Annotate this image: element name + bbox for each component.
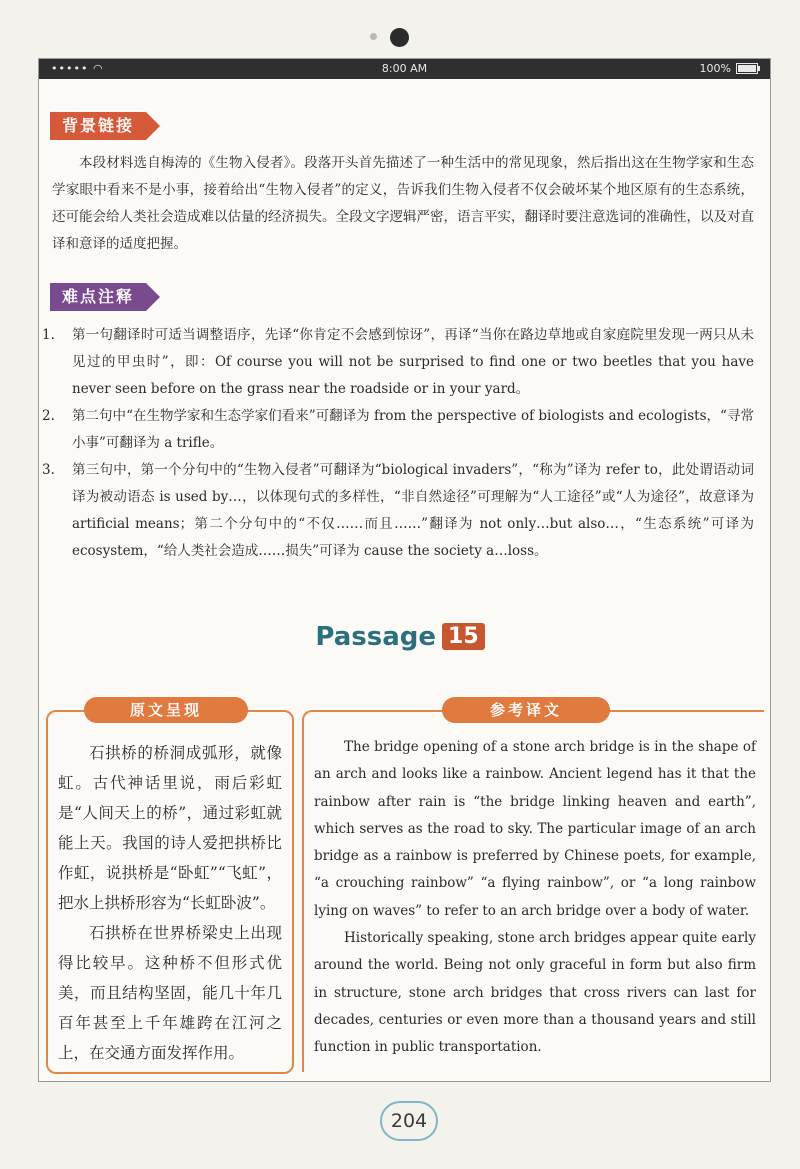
battery-level: 100% [699,62,731,75]
original-text [58,738,282,1068]
note-item [42,457,754,565]
signal-indicator: ••••• ◠ [51,62,104,75]
original-paragraph: 石拱桥的桥洞成弧形，就像虹。古代神话里说，雨后彩虹是“人间天上的桥”，通过彩虹就能上天。我国的诗人爱把拱桥比作虹，说拱桥是“卧虹”“飞虹”，把水上拱桥形容为“长虹卧波”。 [58,744,282,912]
background-text: 本段材料选自梅涛的《生物入侵者》。段落开头首先描述了一种生活中的常见现象，然后指出这在生物学家和生态学家眼中看来不是小事，接着给出“生物入侵者”的定义，告诉我们生物入侵者不仅会破坏某个地区原有的生态系统，还可能会给人类社会造成难以估量的经济损失。全段文字逻辑严密，语言平实，翻译时要注意选词的准确性，以及对直译和意译的适度把握。 [52,155,754,252]
passage-number: 15 [442,623,485,650]
original-text-title: 原文呈现 [84,697,248,723]
note-text: 第三句中，第一个分句中的“生物入侵者”可翻译为“biological invaders”，“称为”译为 refer to，此处谓语动词译为被动语态 is used by…，以体现句式的多样性，“非自然途径”可理解为“人工途径”或“人为途径”，故意译为 artificial means；第二个分句中的“不仅……而且……”翻译为 not only…but also…，“生态系统”可译为 ecosystem，“给人类社会造成……损失”可译为 cause the society a…loss。 [72,462,754,559]
translation-text [314,734,756,1062]
note-item [42,322,754,403]
translation-paragraph: The bridge opening of a stone arch bridge is in the shape of an arch and looks like a rainbow. Ancient legend has it that the rainbow after rain is “the bridge linking heaven and earth”, which serves as the road to sky. The particular image of an arch bridge as a rainbow is preferred by Chinese poets, for example, “a crouching rainbow” “a flying rainbow”, or “a long rainbow lying on waves” to refer to an arch bridge over a body of water. [314,739,756,919]
status-bar [39,59,770,79]
notes-section-tag: 难点注释 [50,283,146,311]
translation-title: 参考译文 [442,697,610,723]
battery-indicator [700,62,758,75]
battery-icon [736,63,758,74]
notes-list [42,322,754,565]
background-section-tag: 背景链接 [50,112,146,140]
translation-paragraph: Historically speaking, stone arch bridges appear quite early around the world. Being not only graceful in form but also firm in structure, stone arch bridges that cross rivers can last for decades, centuries or even more than a thousand years and still function in public transportation. [314,930,756,1056]
status-time: 8:00 AM [381,62,428,75]
note-item [42,403,754,457]
note-number: 1. [42,327,55,343]
note-number: 2. [42,408,55,424]
passage-label: Passage [315,622,437,652]
wifi-icon: ◠ [92,62,104,75]
passage-heading [0,622,800,652]
note-text: 第二句中“在生物学家和生态学家们看来”可翻译为 from the perspective of biologists and ecologists，“寻常小事”可翻译为 a trifle。 [72,408,754,451]
page-number: 204 [380,1101,438,1141]
device-camera [0,28,800,48]
note-number: 3. [42,462,55,478]
camera-lens [390,28,409,47]
note-text: 第一句翻译时可适当调整语序，先译“你肯定不会感到惊讶”，再译“当你在路边草地或自家庭院里发现一两只从未见过的甲虫时”，即：Of course you will not be surprised to find one or two beetles that you have never seen before on the grass near the roadside or in your yard。 [72,327,754,397]
sensor-dot [370,33,377,40]
original-paragraph: 石拱桥在世界桥梁史上出现得比较早。这种桥不但形式优美，而且结构坚固，能几十年几百年甚至上千年雄跨在江河之上，在交通方面发挥作用。 [58,924,282,1062]
